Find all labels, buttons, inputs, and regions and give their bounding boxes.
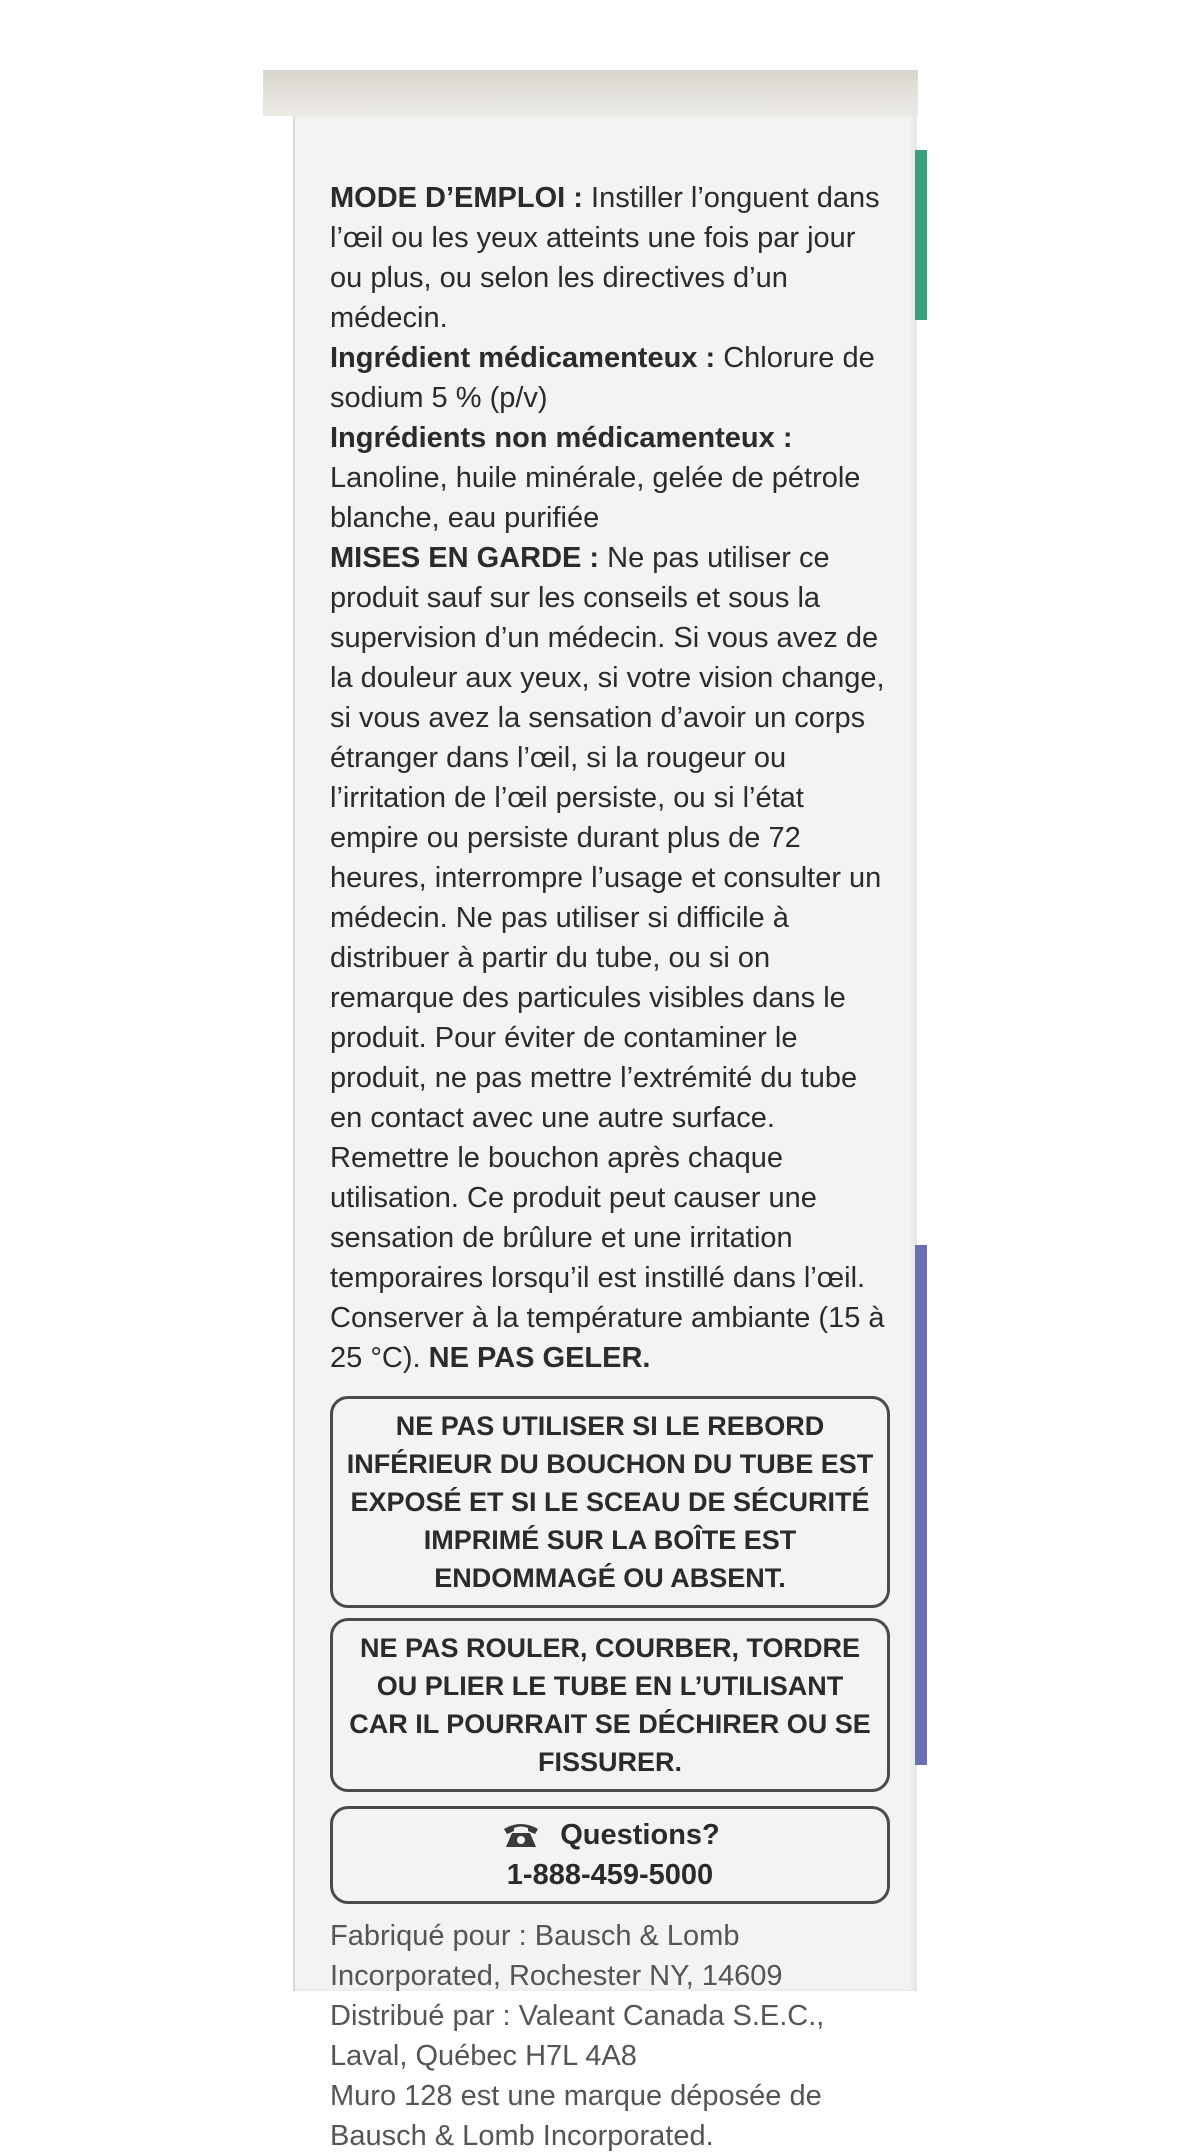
- manufacturer-line-2: Incorporated, Rochester NY, 14609: [330, 1960, 783, 1992]
- medicinal-ingredient-section: [330, 338, 890, 418]
- manufacturer-line-1: Fabriqué pour : Bausch & Lomb: [330, 1920, 740, 1952]
- box-top-flap: [263, 70, 918, 116]
- medicinal-ingredient-label: Ingrédient médicamenteux :: [330, 342, 716, 374]
- trademark-line-2: Bausch & Lomb Incorporated.: [330, 2120, 714, 2152]
- footer-info: [330, 1916, 890, 2156]
- distributor-line-1: Distribué par : Valeant Canada S.E.C.,: [330, 2000, 825, 2032]
- directions-section: [330, 178, 890, 338]
- contact-row: [500, 1815, 720, 1855]
- seal-warning-box: NE PAS UTILISER SI LE REBORD INFÉRIEUR DU BOUCHON DU TUBE EST EXPOSÉ ET SI LE SCEAU DE SÉCURITÉ IMPRIMÉ SUR LA BOÎTE EST ENDOMMAGÉ OU ABSENT.: [330, 1396, 890, 1608]
- do-not-freeze-text: NE PAS GELER.: [428, 1342, 651, 1374]
- contact-box: [330, 1806, 890, 1904]
- non-medicinal-label: Ingrédients non médicamenteux :: [330, 422, 793, 454]
- directions-text: Instiller l’onguent dans l’œil ou les yeux atteints une fois par jour ou plus, ou selon les directives d’un médecin.: [330, 182, 880, 334]
- distributor-line-2: Laval, Québec H7L 4A8: [330, 2040, 637, 2072]
- warnings-text: Ne pas utiliser ce produit sauf sur les conseils et sous la supervision d’un médecin. Si vous avez de la douleur aux yeux, si votre vision change, si vous avez la sensation d’avoir un corps étranger dans l’œil, si la rougeur ou l’irritation de l’œil persiste, ou si l’état empire ou persiste durant plus de 72 heures, interrompre l’usage et consulter un médecin. Ne pas utiliser si difficile à distribuer à partir du tube, ou si on remarque des particules visibles dans le produit. Pour éviter de contaminer le produit, ne pas mettre l’extrémité du tube en contact avec une autre surface. Remettre le bouchon après chaque utilisation. Ce produit peut causer une sensation de brûlure et une irritation temporaires lorsqu’il est instillé dans l’œil. Conserver à la température ambiante (15 à 25 °C).: [330, 542, 885, 1374]
- questions-label: Questions?: [560, 1819, 720, 1851]
- non-medicinal-section: [330, 418, 890, 538]
- warnings-section: [330, 538, 890, 1378]
- trademark-line-1: Muro 128 est une marque déposée de: [330, 2080, 822, 2112]
- purple-accent-stripe: [915, 1245, 927, 1765]
- warnings-label: MISES EN GARDE :: [330, 542, 600, 574]
- non-medicinal-text: Lanoline, huile minérale, gelée de pétrole blanche, eau purifiée: [330, 462, 861, 534]
- directions-label: MODE D’EMPLOI :: [330, 182, 583, 214]
- green-accent-stripe: [915, 150, 927, 320]
- label-text-column: [330, 178, 890, 2156]
- phone-number: 1-888-459-5000: [506, 1859, 714, 1891]
- telephone-icon: [500, 1819, 542, 1851]
- tube-warning-box: NE PAS ROULER, COURBER, TORDRE OU PLIER LE TUBE EN L’UTILISANT CAR IL POURRAIT SE DÉCHIRER OU SE FISSURER.: [330, 1618, 890, 1792]
- medicinal-ingredient-text: Chlorure de sodium 5 % (p/v): [330, 342, 875, 414]
